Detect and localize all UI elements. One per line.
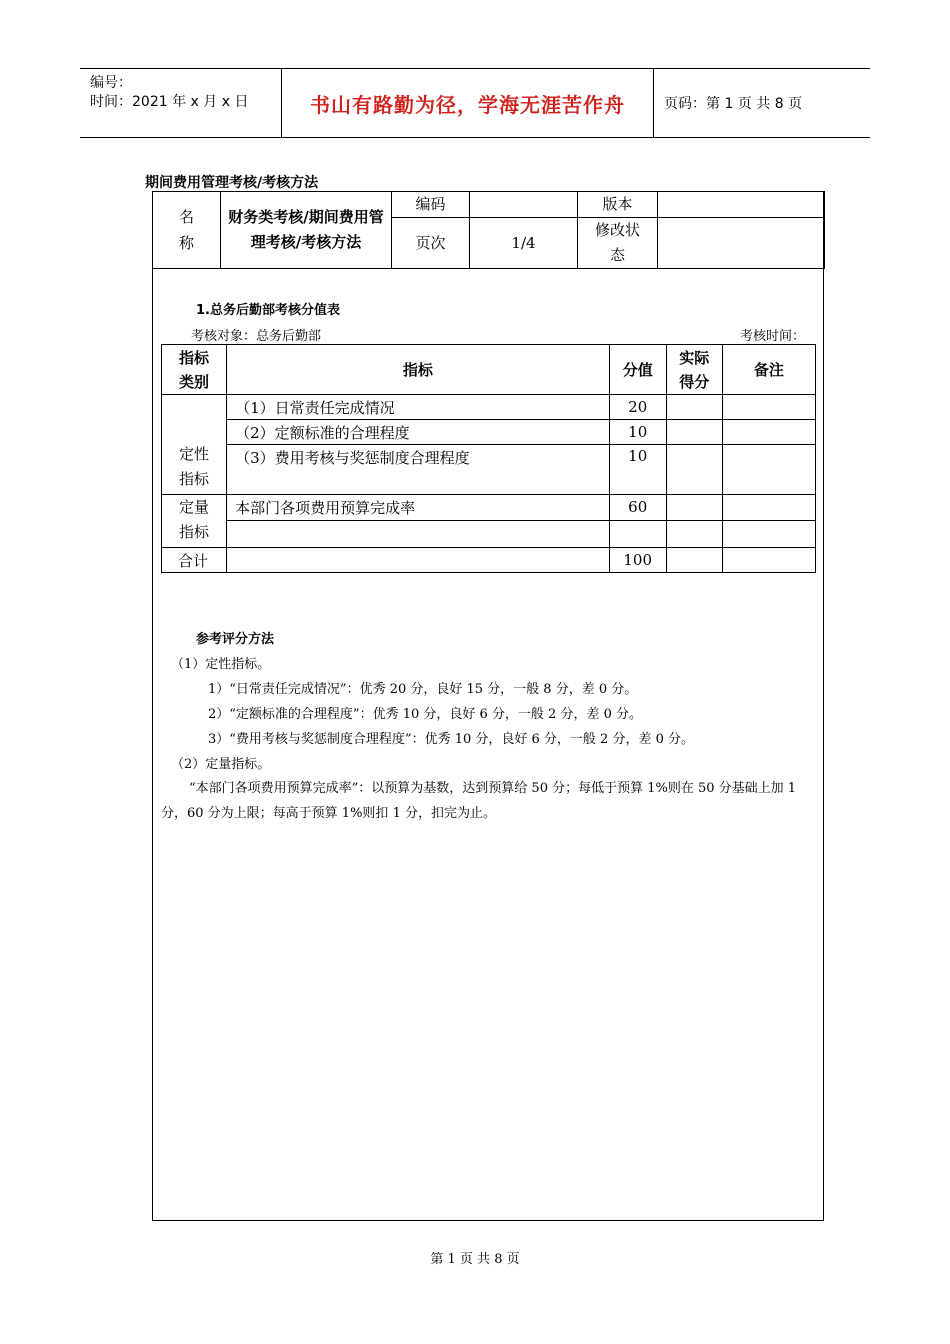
header-indicator: 指标: [227, 345, 610, 395]
remark-cell: [722, 495, 815, 521]
header-category-cell: [162, 345, 227, 395]
score-cell: 60: [609, 495, 666, 521]
quantitative-category-cell: [162, 495, 227, 548]
name-value: 财务类考核/期间费用管理考核/考核方法: [221, 192, 392, 269]
reference-title: 参考评分方法: [196, 632, 275, 647]
actual-score-cell: [666, 495, 722, 521]
table-row: [162, 520, 816, 547]
revision-label: 修改状态: [594, 221, 640, 264]
header-motto: 书山有路勤为径，学海无涯苦作舟: [310, 92, 625, 117]
reference-line: 1）“日常责任完成情况”：优秀 20 分，良好 15 分，一般 8 分，差 0 分。: [208, 682, 638, 697]
table-row: [162, 420, 816, 445]
qualitative-category-cell: [162, 395, 227, 495]
page-header: [80, 68, 870, 138]
remark-cell: [722, 548, 815, 573]
header-center-cell: [281, 69, 654, 137]
actual-score-cell: [666, 445, 722, 495]
code-value: [470, 192, 578, 218]
reference-paragraph: “本部门各项费用预算完成率”：以预算为基数，达到预算给 50 分；每低于预算 1%则在 50 分基础上加 1 分，60 分为上限；每高于预算 1%则扣 1 分，扣完为止。: [161, 781, 797, 821]
total-label: 合计: [162, 548, 227, 573]
section-title: 1.总务后勤部考核分值表: [196, 303, 340, 318]
indicator-cell: （3）费用考核与奖惩制度合理程度: [227, 445, 610, 495]
score-table: [161, 344, 816, 573]
score-cell: [609, 520, 666, 547]
assessment-time: 考核时间：: [739, 329, 805, 344]
remark-cell: [722, 395, 815, 420]
revision-value: [658, 218, 825, 269]
header-left-cell: [80, 69, 281, 137]
quantitative-category: 定量指标: [179, 498, 210, 541]
page-value: 1/4: [470, 218, 578, 269]
total-score: 100: [609, 548, 666, 573]
header-actual-cell: [666, 345, 722, 395]
document-title: 期间费用管理考核/考核方法: [145, 175, 319, 191]
score-cell: 10: [609, 445, 666, 495]
indicator-cell: [227, 520, 610, 547]
table-row: [162, 395, 816, 420]
header-date: 时间：2021 年 x 月 x 日: [90, 94, 249, 110]
header-page-info: 页码：第 1 页 共 8 页: [664, 96, 803, 112]
score-cell: 20: [609, 395, 666, 420]
remark-cell: [722, 520, 815, 547]
total-indicator-cell: [227, 548, 610, 573]
reference-line: （2）定量指标。: [171, 757, 271, 772]
header-remark: 备注: [722, 345, 815, 395]
name-label: 名称: [178, 208, 194, 252]
remark-cell: [722, 420, 815, 445]
table-row: [162, 548, 816, 573]
info-table: [152, 191, 825, 269]
qualitative-category: 定性指标: [179, 445, 210, 488]
document-frame: [152, 191, 824, 1221]
page-footer: 第 1 页 共 8 页: [430, 1252, 520, 1267]
reference-line: 3）“费用考核与奖惩制度合理程度”：优秀 10 分，良好 6 分，一般 2 分，差 0 分。: [208, 732, 694, 747]
header-right-cell: [654, 69, 870, 137]
indicator-cell: 本部门各项费用预算完成率: [227, 495, 610, 521]
indicator-cell: （1）日常责任完成情况: [227, 395, 610, 420]
revision-label-cell: [578, 218, 658, 269]
actual-score-cell: [666, 520, 722, 547]
score-cell: 10: [609, 420, 666, 445]
table-row: [162, 495, 816, 521]
header-actual: 实际得分: [679, 348, 710, 391]
remark-cell: [722, 445, 815, 495]
reference-line: 2）“定额标准的合理程度”：优秀 10 分，良好 6 分，一般 2 分，差 0 分。: [208, 707, 642, 722]
reference-line: （1）定性指标。: [171, 657, 271, 672]
actual-score-cell: [666, 420, 722, 445]
header-score: 分值: [609, 345, 666, 395]
code-label: 编码: [392, 192, 470, 218]
indicator-cell: （2）定额标准的合理程度: [227, 420, 610, 445]
name-label-cell: [153, 192, 221, 269]
version-value: [658, 192, 825, 218]
actual-score-cell: [666, 395, 722, 420]
table-row: [162, 445, 816, 495]
header-code-label: 编号：: [90, 75, 132, 91]
actual-score-cell: [666, 548, 722, 573]
assessment-target: 考核对象：总务后勤部: [191, 329, 322, 344]
header-category: 指标类别: [179, 348, 210, 391]
page-label: 页次: [392, 218, 470, 269]
version-label: 版本: [578, 192, 658, 218]
